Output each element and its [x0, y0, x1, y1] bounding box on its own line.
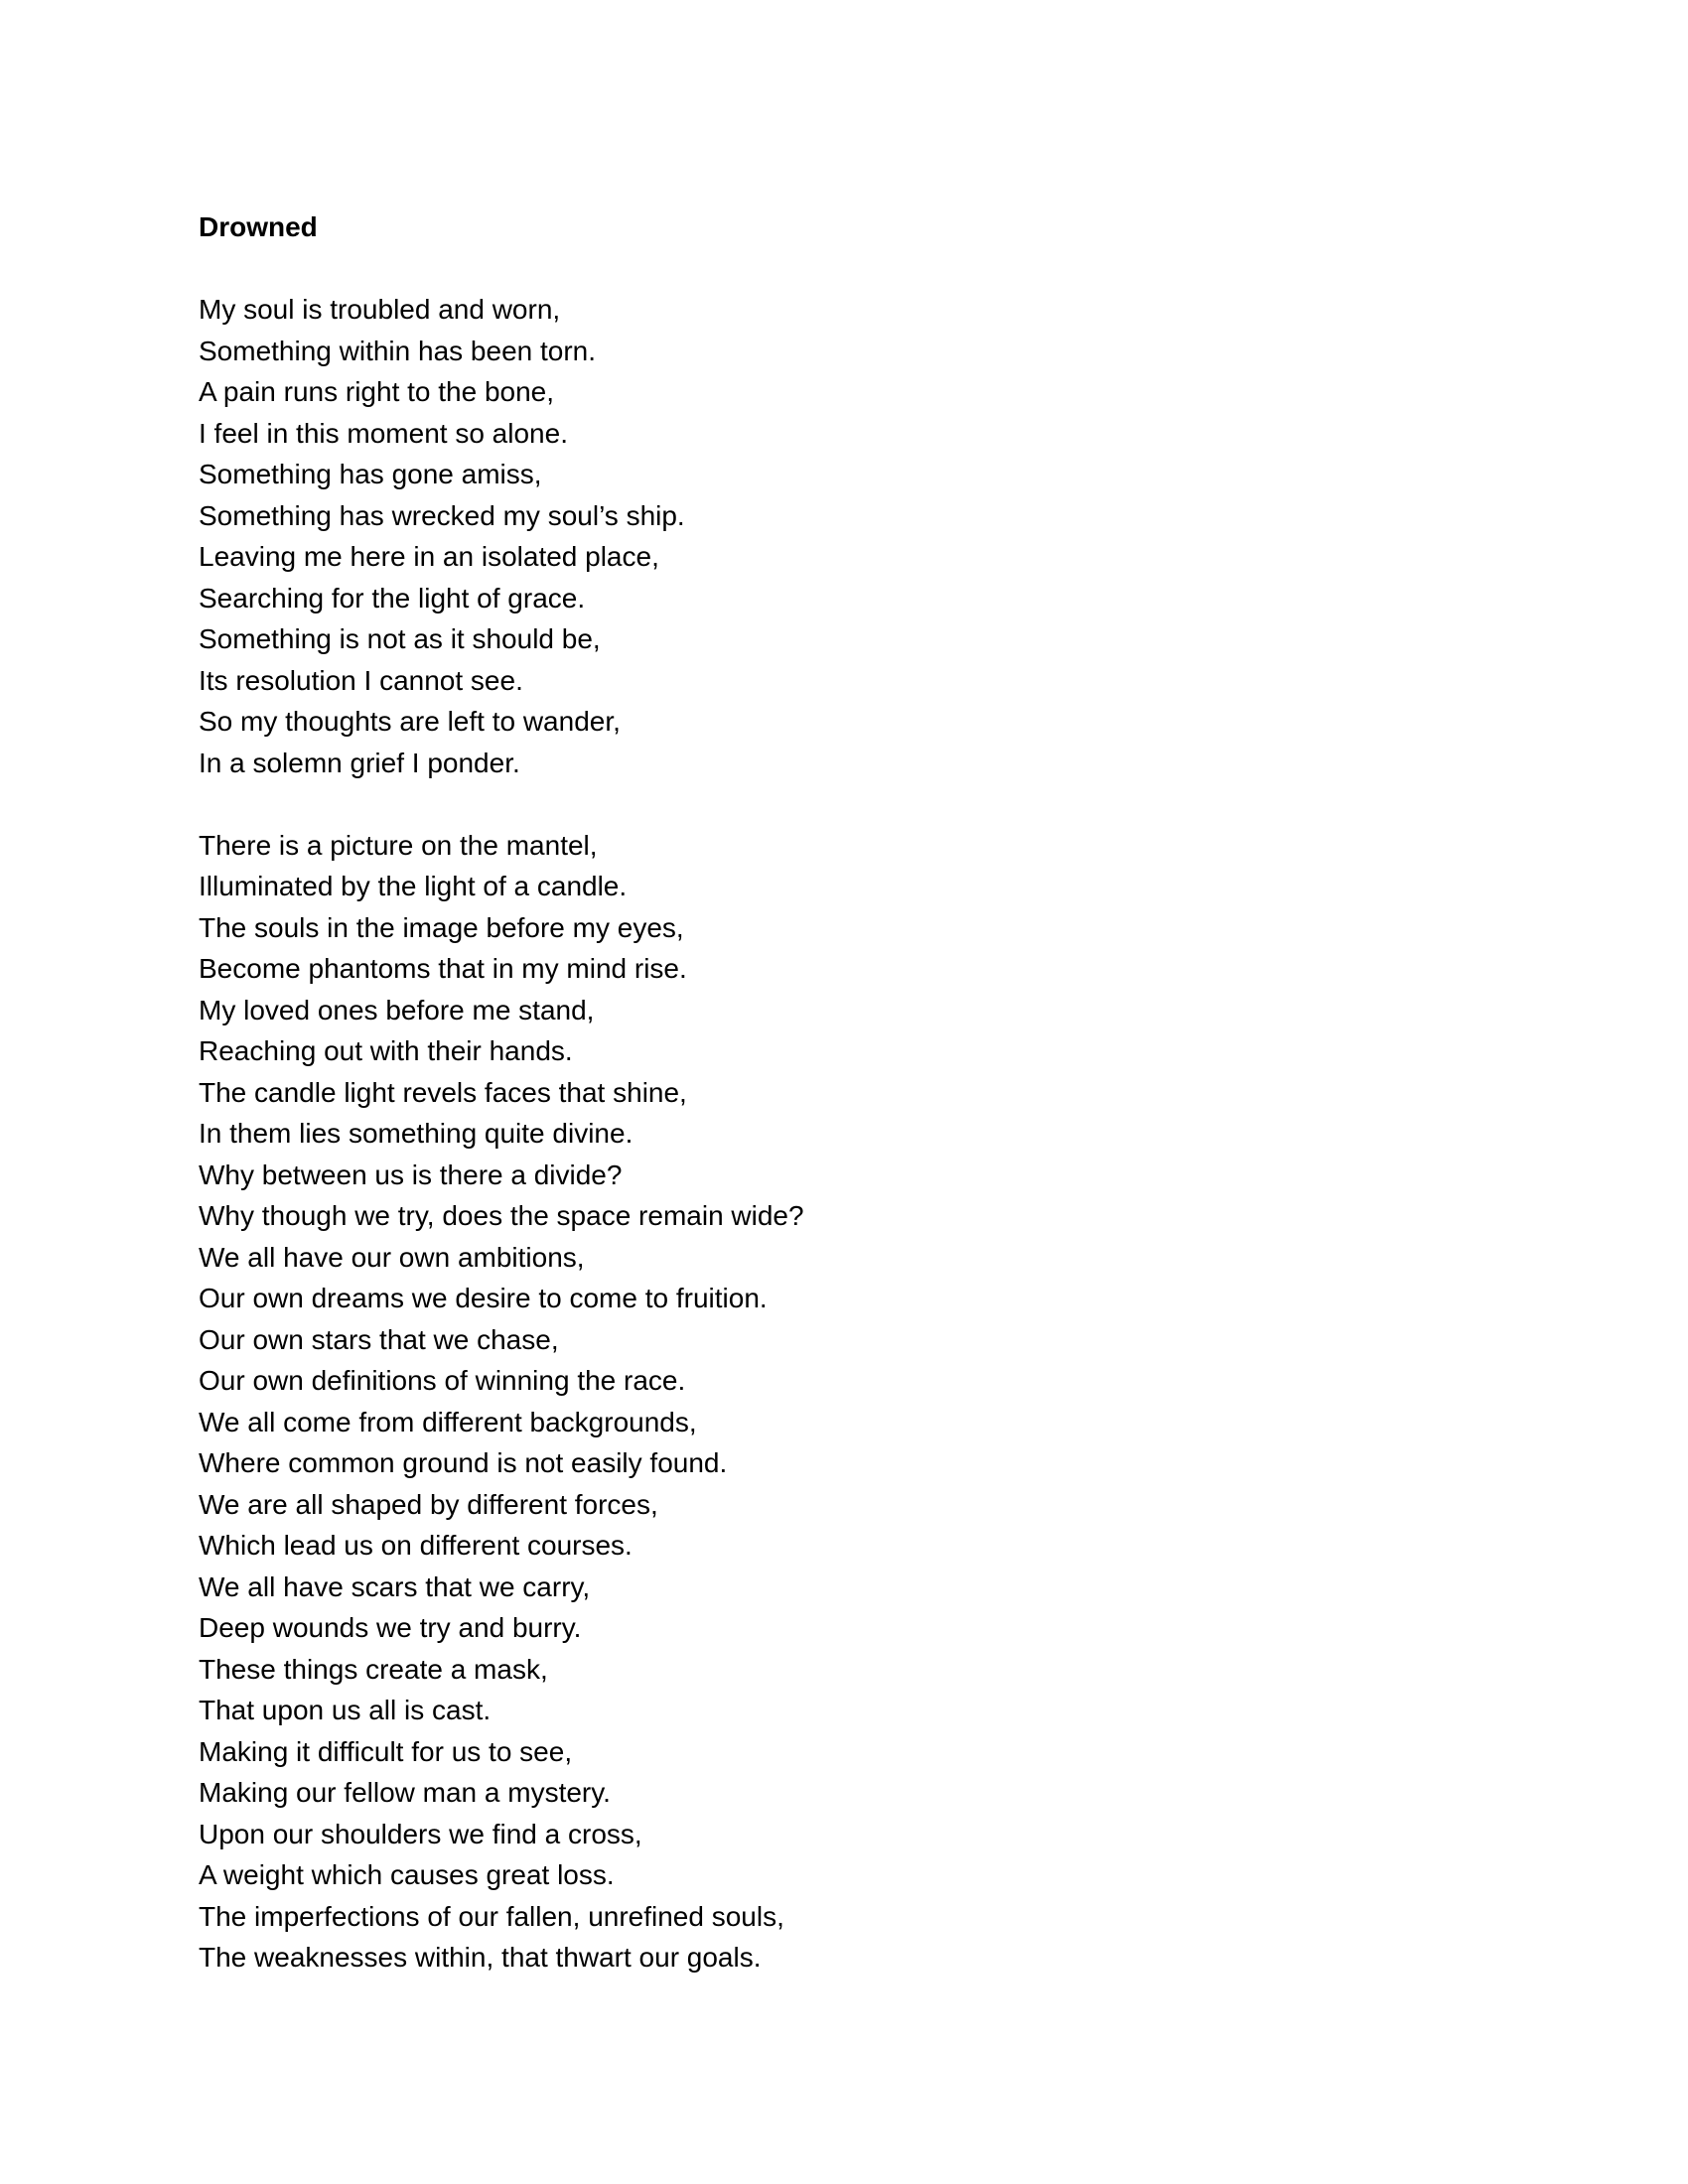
poem-line: The souls in the image before my eyes,	[199, 911, 684, 943]
poem-line: My soul is troubled and worn,	[199, 294, 561, 325]
poem-line: Become phantoms that in my mind rise.	[199, 953, 687, 984]
poem-line: Something has wrecked my soul’s ship.	[199, 499, 685, 531]
poem-line: That upon us all is cast.	[199, 1695, 492, 1725]
stanza-gap	[199, 783, 1489, 825]
poem-line: Our own stars that we chase,	[199, 1323, 559, 1355]
stanza-1	[199, 289, 1489, 783]
poem-line: Reaching out with their hands.	[199, 1035, 573, 1066]
poem-line: There is a picture on the mantel,	[199, 829, 598, 861]
poem-line: Something has gone amiss,	[199, 459, 542, 489]
poem-line: Leaving me here in an isolated place,	[199, 541, 659, 572]
poem-line: We are all shaped by different forces,	[199, 1488, 658, 1520]
poem-line: Making our fellow man a mystery.	[199, 1777, 611, 1808]
poem-line: Our own definitions of winning the race.	[199, 1365, 686, 1396]
poem-line: Why between us is there a divide?	[199, 1159, 623, 1190]
poem-line: We all come from different backgrounds,	[199, 1406, 697, 1437]
poem-line: Illuminated by the light of a candle.	[199, 871, 628, 901]
document-page	[199, 206, 1489, 1979]
poem-line: The weaknesses within, that thwart our goals.	[199, 1942, 762, 1973]
poem-line: Upon our shoulders we find a cross,	[199, 1818, 642, 1849]
poem-title: Drowned	[199, 211, 318, 242]
poem-line: Deep wounds we try and burry.	[199, 1612, 582, 1643]
poem-line: We all have our own ambitions,	[199, 1241, 585, 1273]
poem-line: In a solemn grief I ponder.	[199, 747, 520, 778]
poem-line: So my thoughts are left to wander,	[199, 706, 621, 737]
poem-line: A weight which causes great loss.	[199, 1859, 615, 1890]
poem-line: These things create a mask,	[199, 1653, 548, 1685]
poem-line: Searching for the light of grace.	[199, 582, 586, 614]
poem-line: The imperfections of our fallen, unrefined souls,	[199, 1900, 784, 1932]
stanza-2	[199, 825, 1489, 1979]
poem-line: Its resolution I cannot see.	[199, 664, 523, 696]
poem-line: We all have scars that we carry,	[199, 1570, 591, 1602]
poem-line: In them lies something quite divine.	[199, 1118, 633, 1149]
poem-line: Something is not as it should be,	[199, 623, 601, 654]
poem-line: The candle light revels faces that shine,	[199, 1076, 687, 1108]
poem-line: My loved ones before me stand,	[199, 994, 595, 1025]
poem-line: Where common ground is not easily found.	[199, 1447, 728, 1478]
poem-line: Which lead us on different courses.	[199, 1530, 633, 1561]
poem-body	[199, 289, 1489, 1979]
poem-line: Making it difficult for us to see,	[199, 1735, 573, 1767]
poem-line: A pain runs right to the bone,	[199, 376, 555, 407]
poem-line: Our own dreams we desire to come to fruition.	[199, 1283, 768, 1313]
poem-line: Why though we try, does the space remain wide?	[199, 1200, 804, 1231]
stanza-gap	[199, 248, 1489, 290]
poem-line: I feel in this moment so alone.	[199, 417, 568, 449]
poem-line: Something within has been torn.	[199, 335, 597, 366]
